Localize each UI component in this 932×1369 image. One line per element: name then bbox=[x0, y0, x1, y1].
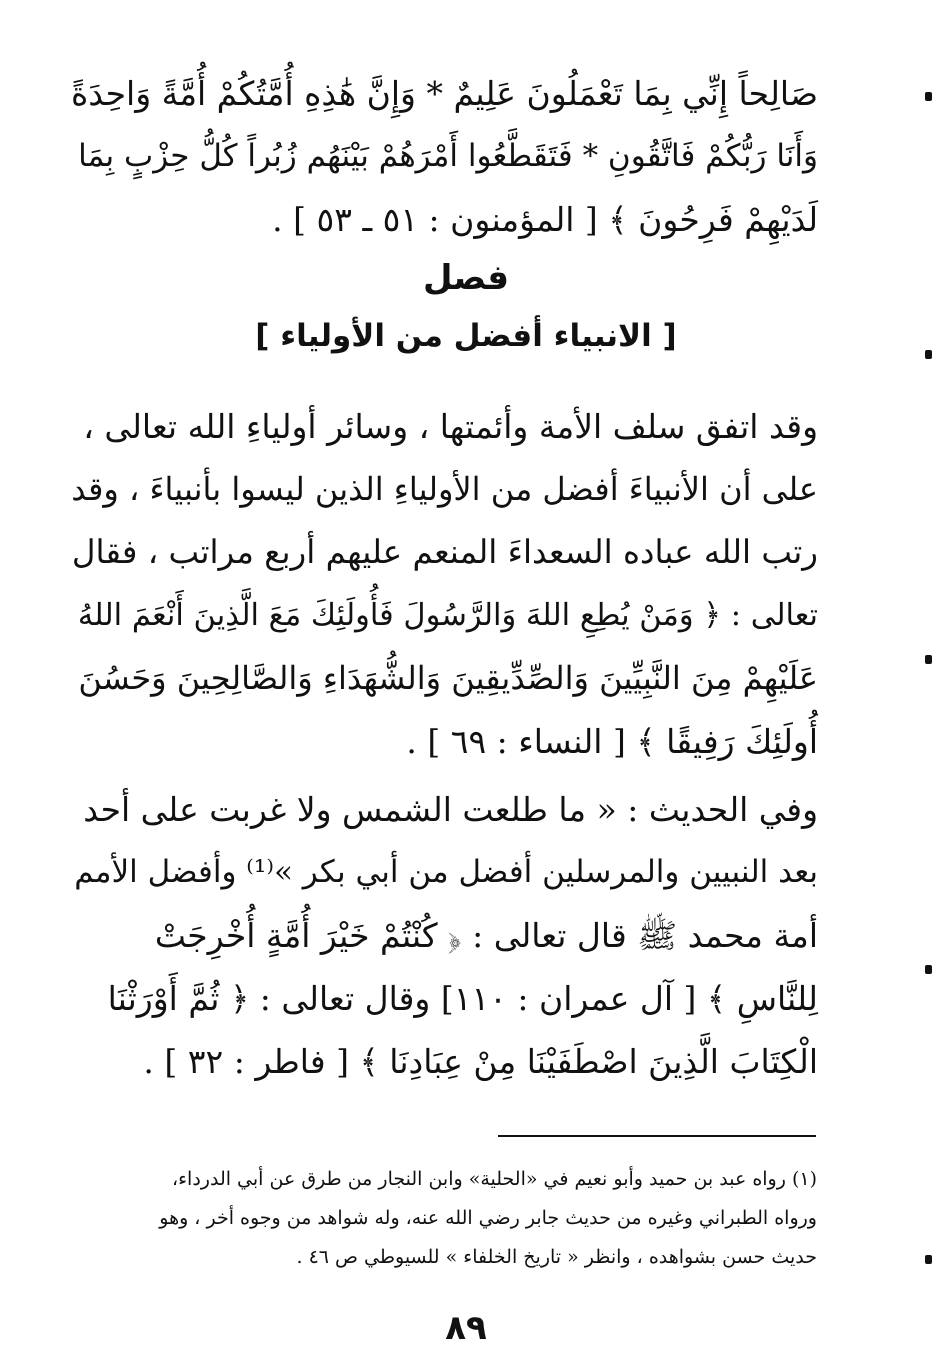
text-line: على أن الأنبياءَ أفضل من الأولياءِ الذين ليسوا بأنبياءَ ، وقد bbox=[71, 470, 818, 508]
page-number: ٨٩ bbox=[445, 1308, 487, 1348]
text-line: رتب الله عباده السعداءَ المنعم عليهم أربع مراتب ، فقال bbox=[71, 533, 818, 571]
text-line: عَلَيْهِمْ مِنَ النَّبِيِّينَ وَالصِّدِّيقِينَ وَالشُّهَدَاءِ وَالصَّالِحِينَ وَحَسُنَ bbox=[78, 659, 818, 697]
margin-mark bbox=[925, 1255, 932, 1264]
paragraph-1 bbox=[68, 395, 818, 773]
footnote-line: (١) رواه عبد بن حميد وأبو نعيم في «الحلية» وابن النجار من طرق عن أبي الدرداء، bbox=[171, 1168, 817, 1190]
footnote-line: ورواه الطبراني وغيره من حديث جابر رضي الله عنه، وله شواهد من وجوه أخر ، وهو bbox=[159, 1207, 817, 1229]
text-line: تعالى : ﴿ وَمَنْ يُطِعِ اللهَ وَالرَّسُولَ فَأُولَئِكَ مَعَ الَّذِينَ أَنْعَمَ اللهُ bbox=[77, 598, 818, 633]
text-line: أُولَئِكَ رَفِيقًا ﴾ [ النساء : ٦٩ ] . bbox=[406, 722, 818, 761]
text-line: لِلنَّاسِ ﴾ [ آل عمران : ١١٠] وقال تعالى : ﴿ ثُمَّ أَوْرَثْنَا bbox=[107, 979, 818, 1018]
top-paragraph bbox=[68, 62, 818, 251]
section-subtitle: [ الانبياء أفضل من الأولياء ] bbox=[255, 318, 677, 354]
text-line: صَالِحاً إِنِّي بِمَا تَعْمَلُونَ عَلِيمٌ * وَإِنَّ هَٰذِهِ أُمَّتُكُمْ أُمَّةً وَاحِدَةً bbox=[71, 74, 818, 113]
margin-mark bbox=[925, 965, 932, 974]
text-line: الْكِتَابَ الَّذِينَ اصْطَفَيْنَا مِنْ عِبَادِنَا ﴾ [ فاطر : ٣٢ ] . bbox=[143, 1042, 818, 1081]
footnotes bbox=[72, 1160, 817, 1277]
margin-mark bbox=[925, 655, 932, 664]
footnote-line: حديث حسن بشواهده ، وانظر « تاريخ الخلفاء » للسيوطي ص ٤٦ . bbox=[296, 1246, 817, 1268]
text-line: بعد النبيين والمرسلين أفضل من أبي بكر »⁽¹⁾ وأفضل الأمم bbox=[74, 854, 818, 890]
footnote-divider bbox=[498, 1135, 816, 1137]
text-line: وفي الحديث : « ما طلعت الشمس ولا غربت على أحد bbox=[83, 790, 818, 829]
text-line: أمة محمد ﷺ قال تعالى : ﴿ كُنْتُمْ خَيْرَ أُمَّةٍ أُخْرِجَتْ bbox=[154, 916, 818, 955]
margin-mark bbox=[925, 92, 932, 101]
text-line: وَأَنَا رَبُّكُمْ فَاتَّقُونِ * فَتَقَطَّعُوا أَمْرَهُمْ بَيْنَهُم زُبُراً كُلُّ حِزْبٍ بِمَا bbox=[78, 138, 818, 174]
text-line: وقد اتفق سلف الأمة وأئمتها ، وسائر أولياءِ الله تعالى ، bbox=[83, 407, 818, 446]
section-title: فصل bbox=[422, 258, 510, 298]
text-line: لَدَيْهِمْ فَرِحُونَ ﴾ [ المؤمنون : ٥١ ـ ٥٣ ] . bbox=[272, 200, 818, 239]
paragraph-2 bbox=[68, 778, 818, 1093]
